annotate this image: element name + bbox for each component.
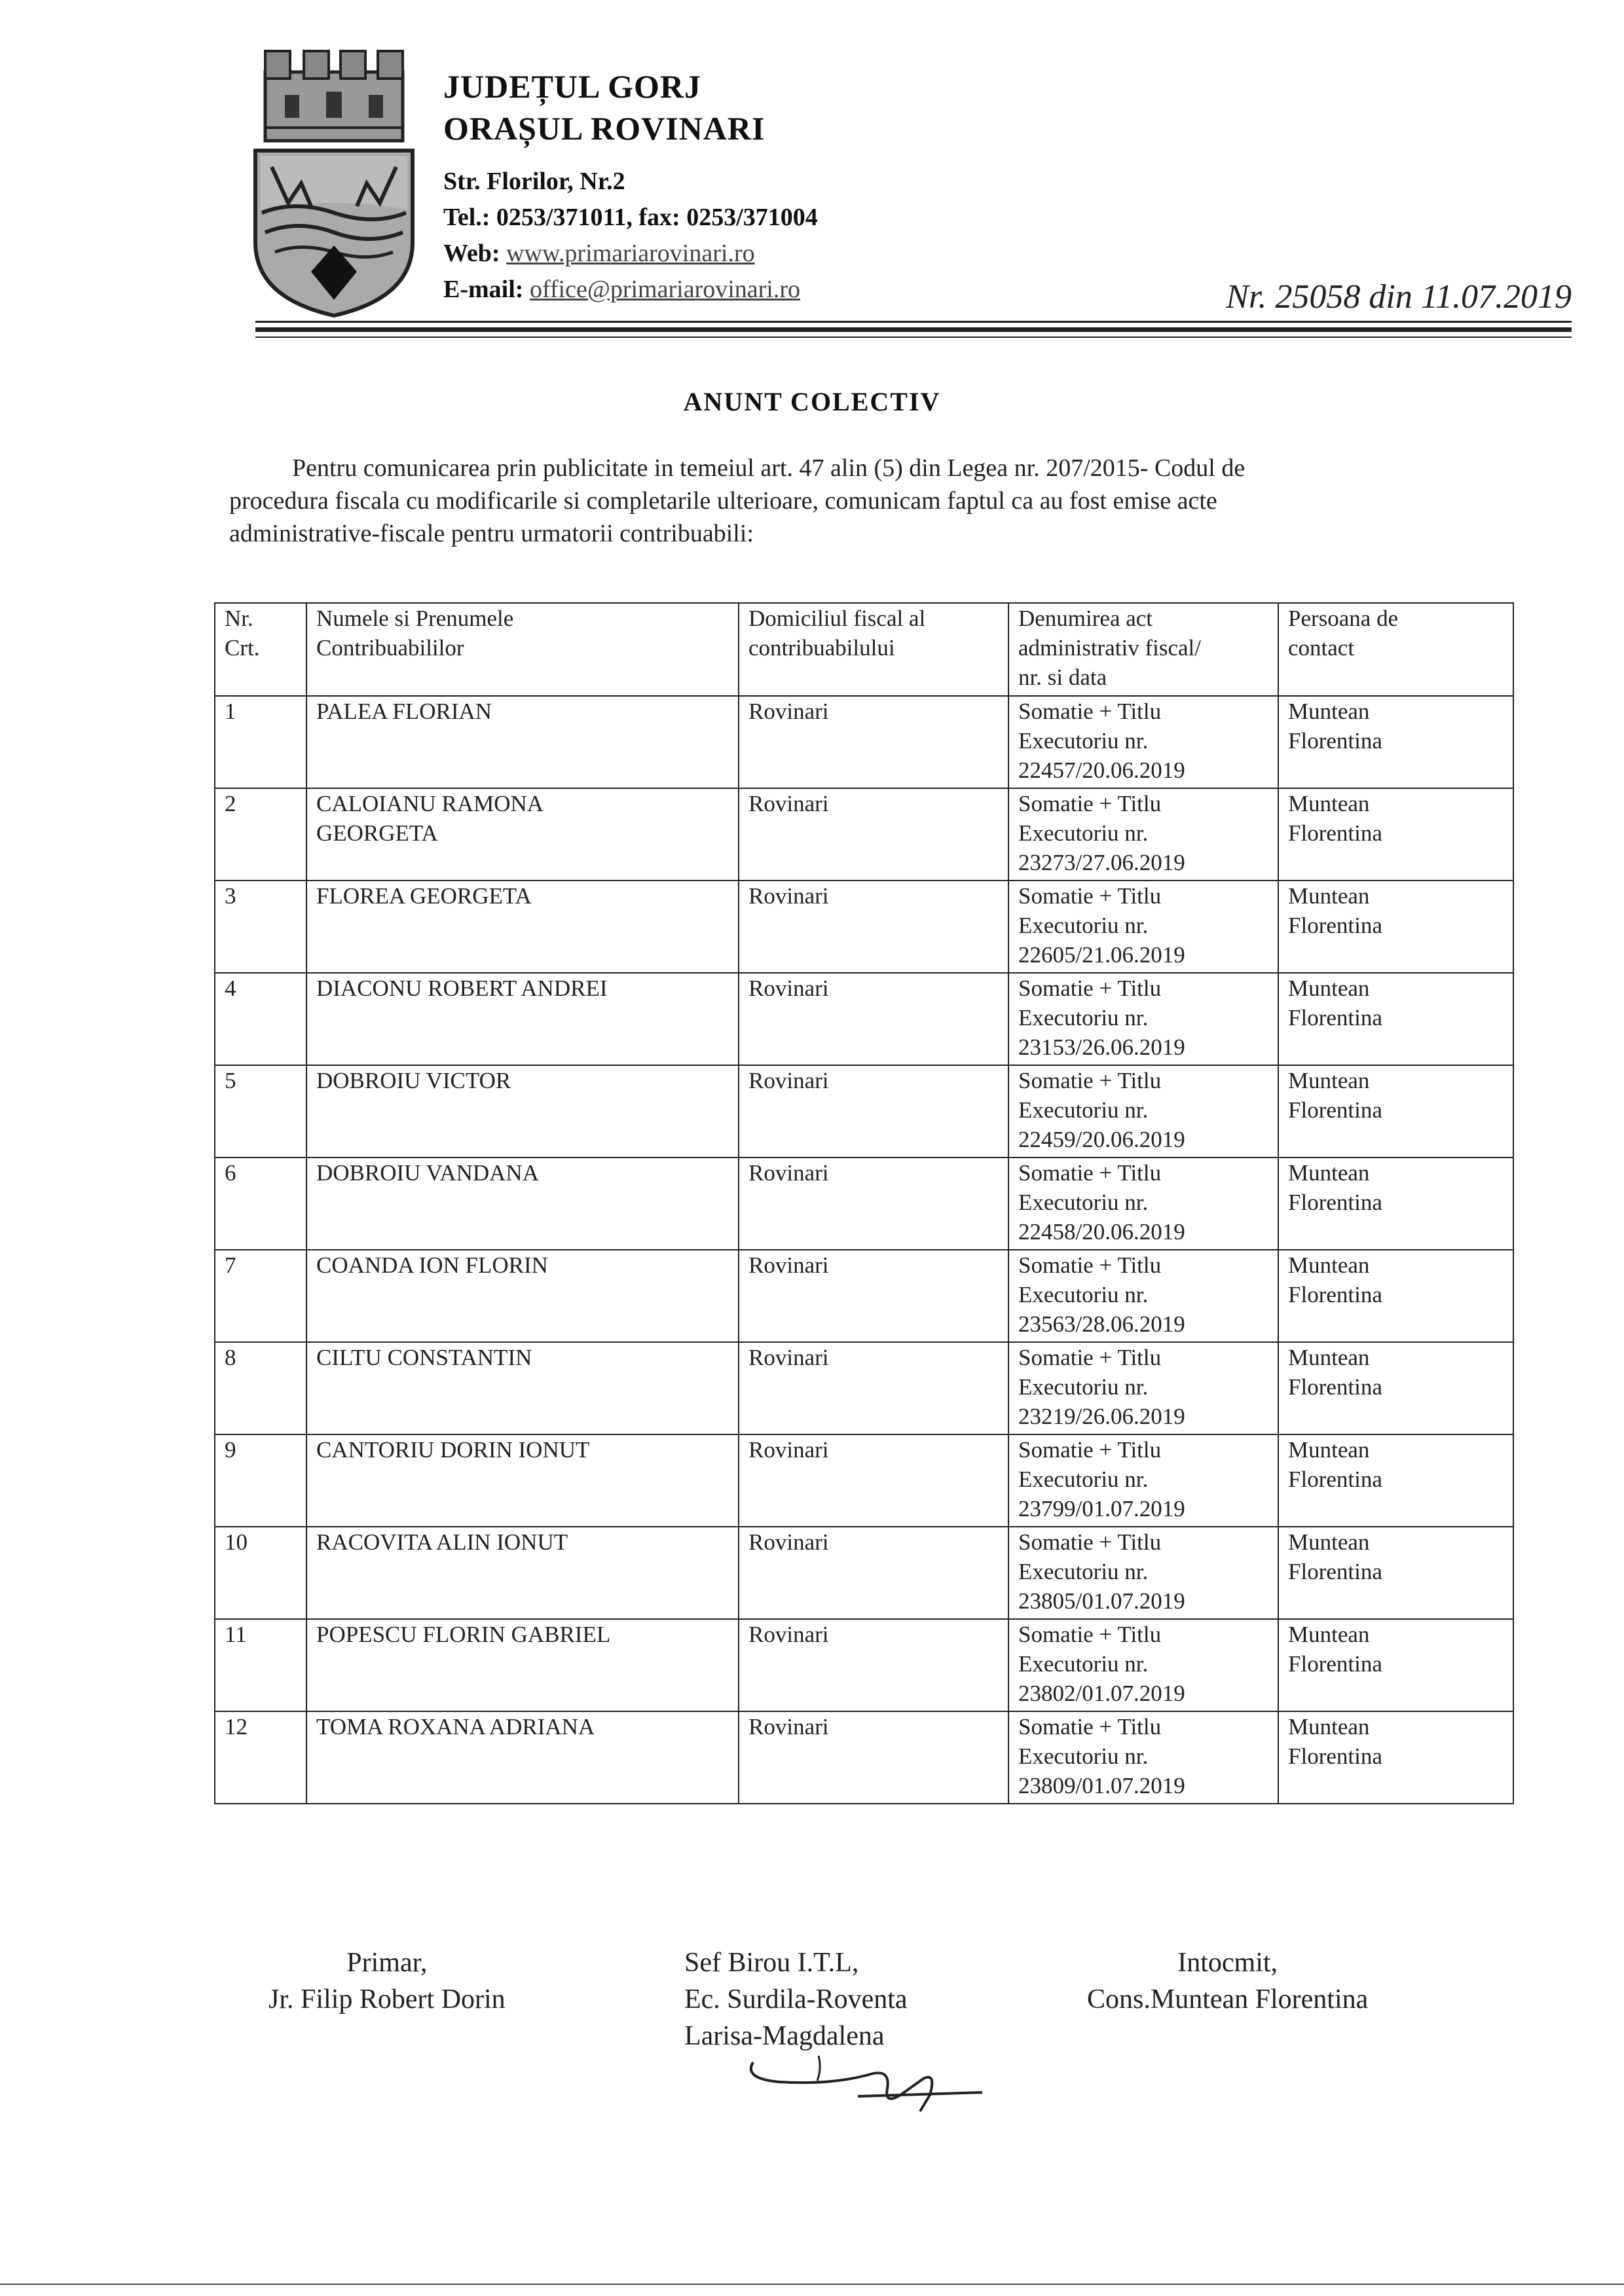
phone-fax: Tel.: 0253/371011, fax: 0253/371004 bbox=[443, 204, 818, 231]
website-line bbox=[443, 236, 818, 272]
signature-icon bbox=[740, 2043, 1002, 2121]
cell-contact: Muntean Florentina bbox=[1278, 788, 1513, 881]
cell-act: Somatie + Titlu Executoriu nr. 23802/01.07.2019 bbox=[1008, 1619, 1278, 1711]
cell-act: Somatie + Titlu Executoriu nr. 23799/01.07.2019 bbox=[1008, 1434, 1278, 1527]
cell-domicile: Rovinari bbox=[739, 1619, 1008, 1711]
cell-domicile: Rovinari bbox=[739, 1065, 1008, 1157]
cell-nr: 7 bbox=[215, 1250, 306, 1342]
cell-name: TOMA ROXANA ADRIANA bbox=[306, 1711, 739, 1804]
cell-nr: 11 bbox=[215, 1619, 306, 1711]
cell-nr: 4 bbox=[215, 973, 306, 1065]
footer-line bbox=[0, 2284, 1624, 2285]
cell-domicile: Rovinari bbox=[739, 881, 1008, 973]
table-header-row bbox=[215, 603, 1513, 696]
cell-domicile: Rovinari bbox=[739, 1157, 1008, 1250]
cell-domicile: Rovinari bbox=[739, 696, 1008, 788]
signature-name: Ec. Surdila-Roventa bbox=[684, 1984, 908, 2014]
cell-nr: 9 bbox=[215, 1434, 306, 1527]
cell-name: DIACONU ROBERT ANDREI bbox=[306, 973, 739, 1065]
cell-name: POPESCU FLORIN GABRIEL bbox=[306, 1619, 739, 1711]
cell-act: Somatie + Titlu Executoriu nr. 23219/26.06.2019 bbox=[1008, 1342, 1278, 1434]
cell-name: FLOREA GEORGETA bbox=[306, 881, 739, 973]
cell-domicile: Rovinari bbox=[739, 788, 1008, 881]
cell-contact: Muntean Florentina bbox=[1278, 1711, 1513, 1804]
cell-contact: Muntean Florentina bbox=[1278, 1527, 1513, 1619]
cell-act: Somatie + Titlu Executoriu nr. 22459/20.06.2019 bbox=[1008, 1065, 1278, 1157]
cell-name: PALEA FLORIAN bbox=[306, 696, 739, 788]
cell-contact: Muntean Florentina bbox=[1278, 1157, 1513, 1250]
table-row bbox=[215, 1065, 1513, 1157]
signature-name: Jr. Filip Robert Dorin bbox=[268, 1984, 506, 2014]
table-row bbox=[215, 973, 1513, 1065]
letterhead bbox=[443, 65, 818, 308]
cell-nr: 3 bbox=[215, 881, 306, 973]
cell-nr: 2 bbox=[215, 788, 306, 881]
cell-domicile: Rovinari bbox=[739, 1711, 1008, 1804]
intro-line: Pentru comunicarea prin publicitate in temeiul art. 47 alin (5) din Legea nr. 207/2015- Codul de bbox=[292, 454, 1246, 482]
cell-contact: Muntean Florentina bbox=[1278, 881, 1513, 973]
header-divider-thick bbox=[255, 327, 1572, 332]
cell-name: CILTU CONSTANTIN bbox=[306, 1342, 739, 1434]
address: Str. Florilor, Nr.2 bbox=[443, 168, 625, 195]
cell-contact: Muntean Florentina bbox=[1278, 1434, 1513, 1527]
cell-domicile: Rovinari bbox=[739, 1342, 1008, 1434]
header-name: Numele si Prenumele Contribuabililor bbox=[306, 603, 739, 696]
table-row bbox=[215, 1250, 1513, 1342]
cell-name: COANDA ION FLORIN bbox=[306, 1250, 739, 1342]
cell-contact: Muntean Florentina bbox=[1278, 1342, 1513, 1434]
cell-contact: Muntean Florentina bbox=[1278, 973, 1513, 1065]
cell-nr: 8 bbox=[215, 1342, 306, 1434]
signature-role: Sef Birou I.T.L, bbox=[684, 1948, 859, 1978]
document-number: Nr. 25058 din 11.07.2019 bbox=[1226, 278, 1572, 316]
cell-nr: 12 bbox=[215, 1711, 306, 1804]
cell-act: Somatie + Titlu Executoriu nr. 23809/01.07.2019 bbox=[1008, 1711, 1278, 1804]
cell-name: CALOIANU RAMONA GEORGETA bbox=[306, 788, 739, 881]
cell-domicile: Rovinari bbox=[739, 1434, 1008, 1527]
signature-role: Intocmit, bbox=[1177, 1948, 1278, 1978]
header-domicile: Domiciliul fiscal al contribuabilului bbox=[739, 603, 1008, 696]
cell-contact: Muntean Florentina bbox=[1278, 1250, 1513, 1342]
signature-name: Cons.Muntean Florentina bbox=[1087, 1984, 1369, 2014]
cell-act: Somatie + Titlu Executoriu nr. 22458/20.06.2019 bbox=[1008, 1157, 1278, 1250]
town-name: ORAȘUL ROVINARI bbox=[443, 110, 766, 147]
email-line bbox=[443, 272, 818, 308]
table-row bbox=[215, 1711, 1513, 1804]
cell-domicile: Rovinari bbox=[739, 1250, 1008, 1342]
table-row bbox=[215, 1619, 1513, 1711]
table-row bbox=[215, 1434, 1513, 1527]
email-label: E-mail: bbox=[443, 276, 524, 303]
intro-line: administrative-fiscale pentru urmatorii contribuabili: bbox=[229, 520, 754, 547]
document-title: ANUNT COLECTIV bbox=[683, 387, 941, 416]
cell-nr: 6 bbox=[215, 1157, 306, 1250]
header-divider-thin bbox=[255, 337, 1572, 338]
cell-name: DOBROIU VICTOR bbox=[306, 1065, 739, 1157]
header-contact: Persoana de contact bbox=[1278, 603, 1513, 696]
cell-nr: 5 bbox=[215, 1065, 306, 1157]
signature-preparer bbox=[1087, 1944, 1368, 2018]
table-row bbox=[215, 881, 1513, 973]
cell-nr: 1 bbox=[215, 696, 306, 788]
cell-nr: 10 bbox=[215, 1527, 306, 1619]
cell-name: RACOVITA ALIN IONUT bbox=[306, 1527, 739, 1619]
signature-role: Primar, bbox=[346, 1948, 428, 1978]
table-row bbox=[215, 1157, 1513, 1250]
cell-act: Somatie + Titlu Executoriu nr. 22457/20.06.2019 bbox=[1008, 696, 1278, 788]
county-name: JUDEȚUL GORJ bbox=[443, 68, 702, 105]
cell-name: CANTORIU DORIN IONUT bbox=[306, 1434, 739, 1527]
header-nr: Nr. Crt. bbox=[215, 603, 306, 696]
cell-act: Somatie + Titlu Executoriu nr. 22605/21.06.2019 bbox=[1008, 881, 1278, 973]
cell-contact: Muntean Florentina bbox=[1278, 1065, 1513, 1157]
table-row bbox=[215, 788, 1513, 881]
cell-contact: Muntean Florentina bbox=[1278, 1619, 1513, 1711]
signature-chief bbox=[684, 1944, 908, 2054]
signature-mayor bbox=[268, 1944, 506, 2018]
intro-paragraph bbox=[229, 452, 1500, 550]
cell-act: Somatie + Titlu Executoriu nr. 23805/01.07.2019 bbox=[1008, 1527, 1278, 1619]
cell-domicile: Rovinari bbox=[739, 1527, 1008, 1619]
website-label: Web: bbox=[443, 240, 500, 267]
cell-act: Somatie + Titlu Executoriu nr. 23153/26.06.2019 bbox=[1008, 973, 1278, 1065]
cell-act: Somatie + Titlu Executoriu nr. 23273/27.06.2019 bbox=[1008, 788, 1278, 881]
header-act: Denumirea act administrativ fiscal/ nr. si data bbox=[1008, 603, 1278, 696]
taxpayer-table bbox=[214, 602, 1514, 1804]
website-link[interactable]: www.primariarovinari.ro bbox=[506, 240, 755, 267]
cell-contact: Muntean Florentina bbox=[1278, 696, 1513, 788]
table-row bbox=[215, 1342, 1513, 1434]
cell-name: DOBROIU VANDANA bbox=[306, 1157, 739, 1250]
intro-line: procedura fiscala cu modificarile si completarile ulterioare, comunicam faptul ca au fost emise acte bbox=[229, 487, 1217, 515]
cell-act: Somatie + Titlu Executoriu nr. 23563/28.06.2019 bbox=[1008, 1250, 1278, 1342]
email-link[interactable]: office@primariarovinari.ro bbox=[529, 276, 801, 303]
table-row bbox=[215, 1527, 1513, 1619]
signature-name: Larisa-Magdalena bbox=[684, 2021, 885, 2051]
cell-domicile: Rovinari bbox=[739, 973, 1008, 1065]
header-divider bbox=[255, 321, 1572, 323]
coat-of-arms-icon bbox=[249, 46, 419, 321]
table-row bbox=[215, 696, 1513, 788]
